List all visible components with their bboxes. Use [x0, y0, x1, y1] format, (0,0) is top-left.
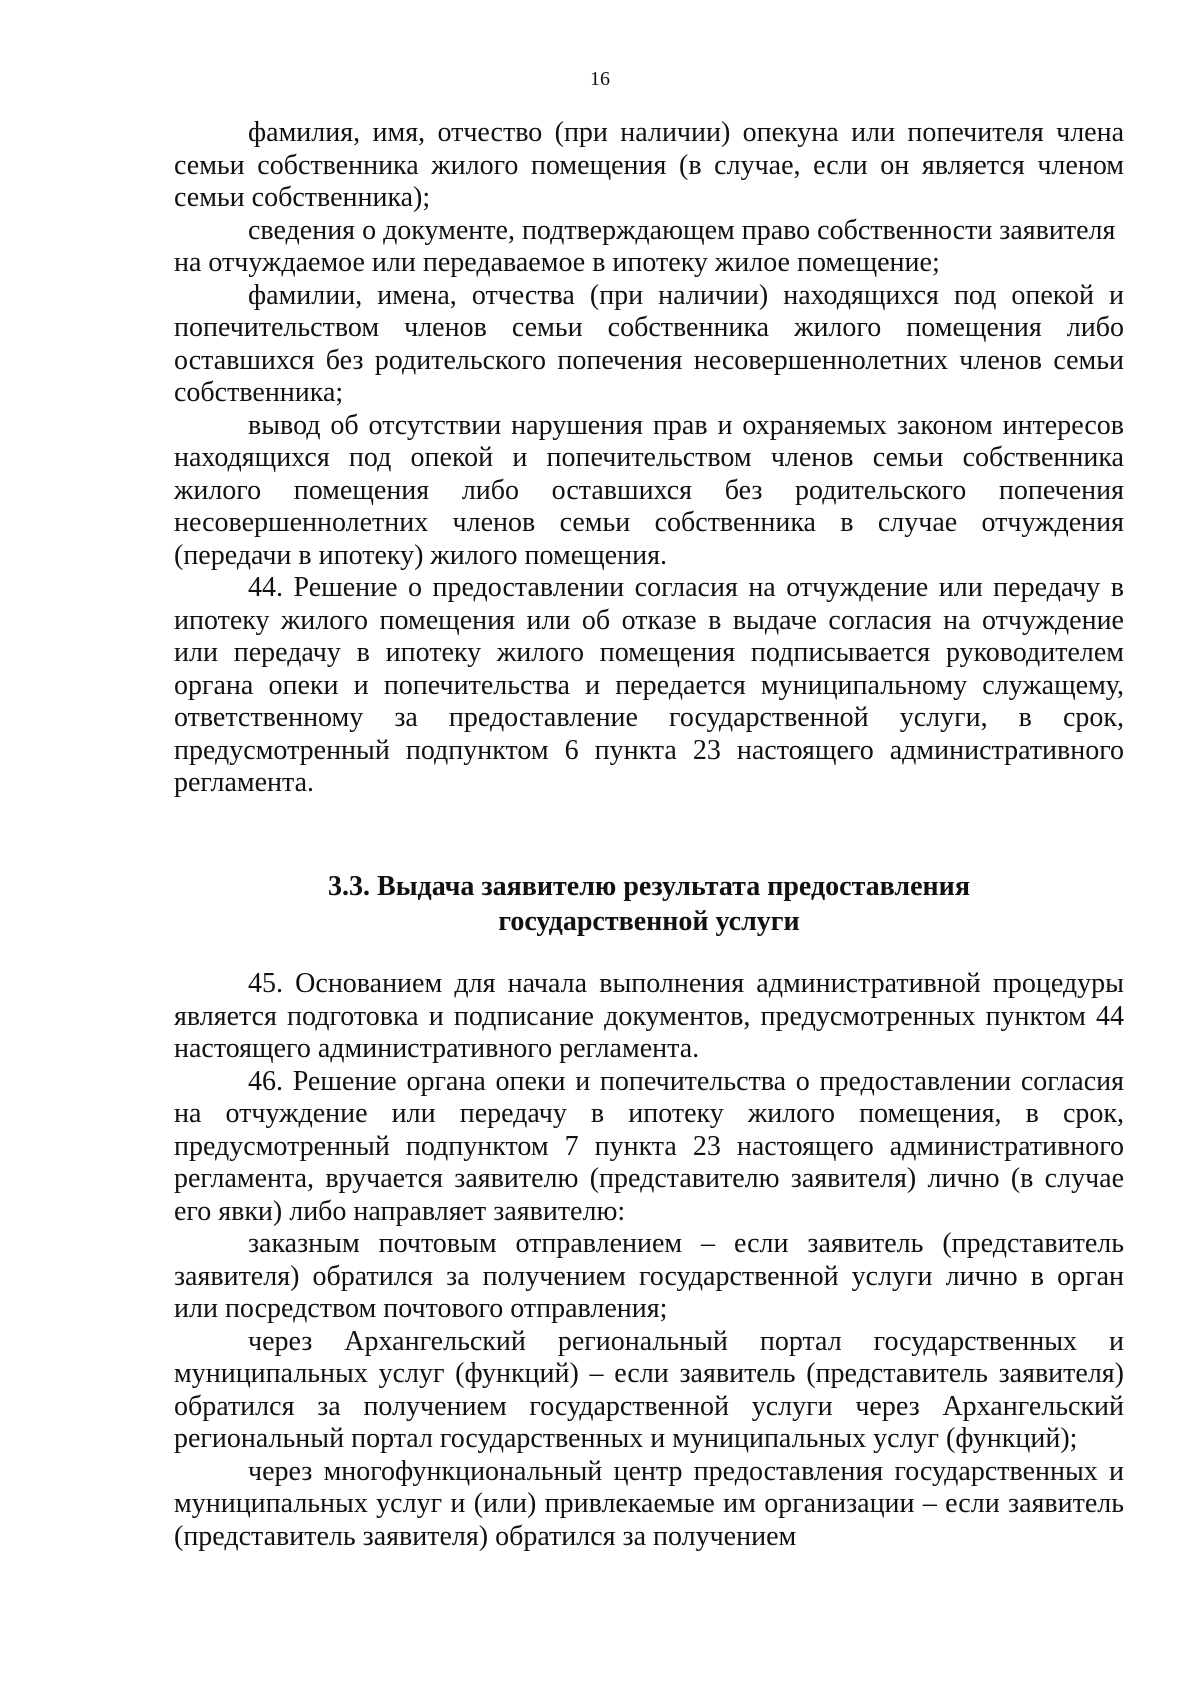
paragraph-item-45: 45. Основанием для начала выполнения административной процедуры является подготовка и подписание документов, предусмотренных пунктом 44 настоящего административного регламента.	[174, 968, 1124, 1064]
paragraph-regional-portal: через Архангельский региональный портал государственных и муниципальных услуг (функций) – если заявитель (представитель заявителя) обратился за получением государственной услуги через Архангельский региональный портал государственных и муниципальных услуг (функций);	[174, 1325, 1124, 1454]
section-heading	[174, 869, 1124, 939]
section-heading-line-1: 3.3. Выдача заявителю результата предоставления	[328, 871, 970, 902]
paragraph-registered-mail: заказным почтовым отправлением – если заявитель (представитель заявителя) обратился за получением государственной услуги лично в орган или посредством почтового отправления;	[174, 1228, 1124, 1324]
section-heading-line-2: государственной услуги	[498, 906, 800, 937]
paragraph-item-46: 46. Решение органа опеки и попечительства о предоставлении согласия на отчуждение или передачу в ипотеку жилого помещения, в срок, предусмотренный подпунктом 7 пункта 23 настоящего административного регламента, вручается заявителю (представителю заявителя) лично (в случае его явки) либо направляет заявителю:	[174, 1065, 1124, 1227]
paragraph-item-44: 44. Решение о предоставлении согласия на отчуждение или передачу в ипотеку жилого помещения или об отказе в выдаче согласия на отчуждение или передачу в ипотеку жилого помещения подписывается руководителем органа опеки и попечительства и передается муниципальному служащему, ответственному за предоставление государственной услуги, в срок, предусмотренный подпунктом 6 пункта 23 настоящего административного регламента.	[174, 572, 1124, 798]
paragraph-wards-names: фамилии, имена, отчества (при наличии) находящихся под опекой и попечительством членов семьи собственника жилого помещения либо оставшихся без родительского попечения несовершеннолетних членов семьи собственника;	[174, 279, 1124, 408]
paragraph-multifunctional-center: через многофункциональный центр предоставления государственных и муниципальных услуг и (или) привлекаемые им организации – если заявитель (представитель заявителя) обратился за получением	[174, 1455, 1124, 1552]
paragraph-conclusion: вывод об отсутствии нарушения прав и охраняемых законом интересов находящихся под опекой и попечительством членов семьи собственника жилого помещения либо оставшихся без родительского попечения несовершеннолетних членов семьи собственника в случае отчуждения (передачи в ипотеку) жилого помещения.	[174, 409, 1124, 571]
page-number: 16	[590, 68, 610, 90]
paragraph-guardian-name: фамилия, имя, отчество (при наличии) опекуна или попечителя члена семьи собственника жилого помещения (в случае, если он является членом семьи собственника);	[174, 117, 1124, 213]
text-block-bottom	[174, 968, 1124, 1553]
text-block-top	[174, 117, 1124, 800]
paragraph-ownership-document-continued: на отчуждаемое или передаваемое в ипотеку жилое помещение;	[174, 247, 940, 278]
paragraph-ownership-document: сведения о документе, подтверждающем право собственности заявителя	[248, 214, 1116, 246]
